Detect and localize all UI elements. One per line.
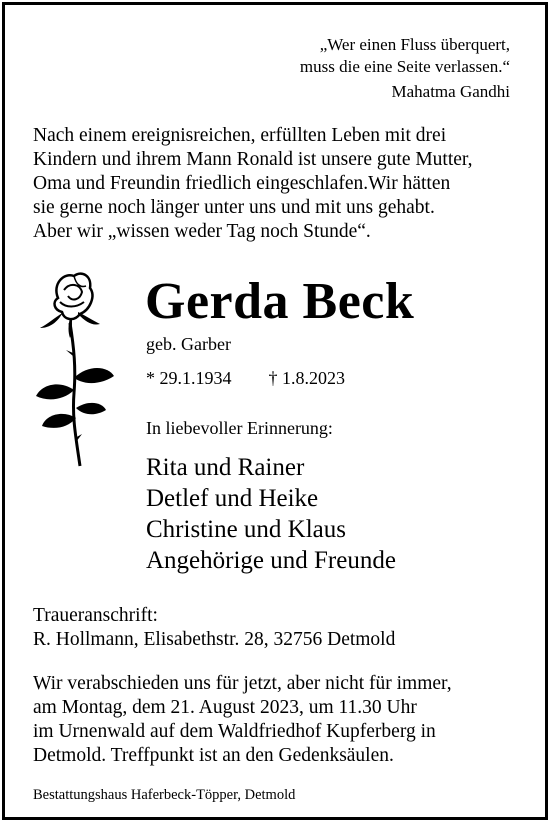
farewell-line: Wir verabschieden uns für jetzt, aber nicht für immer, [33, 673, 452, 694]
address-label: Traueranschrift: [33, 605, 158, 626]
intro-line: sie gerne noch länger unter uns und mit uns gehabt. [33, 197, 435, 218]
quote-author: Mahatma Gandhi [391, 82, 510, 101]
address-value: R. Hollmann, Elisabethstr. 28, 32756 Detmold [33, 629, 396, 650]
rose-icon [30, 268, 120, 468]
mourner: Angehörige und Freunde [146, 547, 396, 574]
mourner: Rita und Rainer [146, 454, 305, 481]
birth-date: * 29.1.1934 [146, 368, 232, 388]
birth-name: geb. Garber [146, 334, 231, 354]
intro-text [33, 124, 528, 244]
intro-line: Nach einem ereignisreichen, erfüllten Leben mit drei [33, 125, 447, 146]
mourning-address [33, 604, 395, 652]
farewell-line: am Montag, dem 21. August 2023, um 11.30 Uhr [33, 697, 417, 718]
mourner: Christine und Klaus [146, 516, 346, 543]
intro-line: Oma und Freundin friedlich eingeschlafen.Wir hätten [33, 173, 451, 194]
quote [300, 34, 510, 78]
death-date: † 1.8.2023 [268, 368, 345, 388]
quote-line: „Wer einen Fluss überquert, [319, 35, 510, 54]
deceased-name: Gerda Beck [145, 273, 415, 330]
farewell-line: im Urnenwald auf dem Waldfriedhof Kupferberg in [33, 721, 436, 742]
life-dates [146, 368, 345, 389]
memory-label: In liebevoller Erinnerung: [146, 418, 333, 438]
mourner: Detlef und Heike [146, 485, 319, 512]
intro-line: Kindern und ihrem Mann Ronald ist unsere gute Mutter, [33, 149, 473, 170]
quote-line: muss die eine Seite verlassen.“ [299, 57, 510, 76]
funeral-home: Bestattungshaus Haferbeck-Töpper, Detmold [33, 787, 296, 803]
farewell-line: Detmold. Treffpunkt ist an den Gedenksäulen. [33, 745, 394, 766]
intro-line: Aber wir „wissen weder Tag noch Stunde“. [33, 221, 371, 242]
farewell-text [33, 672, 533, 768]
mourners-list [146, 452, 396, 576]
